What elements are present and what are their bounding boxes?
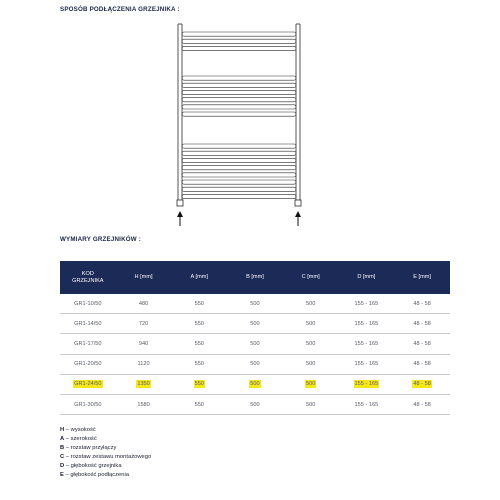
cell-value: 48 - 58 bbox=[413, 381, 431, 388]
dimensions-section-title: WYMIARY GRZEJNIKÓW : bbox=[60, 236, 141, 243]
connection-section-title: SPOSÓB PODŁĄCZENIA GRZEJNIKA : bbox=[60, 6, 180, 13]
column-header: D [mm] bbox=[339, 261, 395, 294]
table-cell bbox=[283, 374, 339, 394]
table-cell bbox=[171, 374, 227, 394]
column-header: E [mm] bbox=[394, 261, 450, 294]
legend bbox=[60, 426, 151, 480]
table-cell bbox=[116, 334, 172, 354]
table-cell bbox=[339, 374, 395, 394]
cell-value: 480 bbox=[138, 300, 149, 307]
table-cell bbox=[227, 314, 283, 334]
cell-value: 550 bbox=[194, 320, 204, 327]
cell-value: 500 bbox=[250, 300, 260, 307]
cell-value: GR1-24/50 bbox=[74, 381, 102, 388]
table-cell bbox=[339, 394, 395, 414]
legend-key: H bbox=[60, 427, 65, 433]
legend-item bbox=[60, 462, 151, 471]
legend-text: – szerokość bbox=[64, 436, 97, 442]
cell-value: 48 - 58 bbox=[413, 401, 431, 408]
cell-value: 155 - 165 bbox=[354, 361, 379, 368]
table-cell bbox=[116, 294, 172, 314]
legend-text: – wysokość bbox=[64, 427, 96, 433]
table-cell bbox=[116, 354, 172, 374]
column-header: B [mm] bbox=[227, 261, 283, 294]
table-cell bbox=[60, 394, 116, 414]
cell-value: 720 bbox=[138, 320, 149, 327]
column-header: KOD GRZEJNIKA bbox=[60, 261, 116, 294]
table-row bbox=[60, 394, 450, 414]
table-cell bbox=[339, 354, 395, 374]
cell-value: 500 bbox=[305, 320, 316, 327]
table-cell bbox=[283, 294, 339, 314]
cell-value: 48 - 58 bbox=[413, 320, 431, 327]
legend-text: – głębokość grzejnika bbox=[64, 463, 122, 469]
table-cell bbox=[227, 354, 283, 374]
cell-value: 940 bbox=[138, 340, 149, 347]
radiator-tube bbox=[182, 180, 296, 184]
table-cell bbox=[227, 394, 283, 414]
arrow-up-icon bbox=[295, 211, 301, 226]
cell-value: 155 - 165 bbox=[354, 401, 379, 408]
cell-value: 500 bbox=[250, 381, 260, 388]
table-header-row bbox=[60, 261, 450, 294]
table-cell bbox=[339, 294, 395, 314]
radiator-connection-diagram bbox=[170, 14, 310, 234]
radiator-tube bbox=[182, 39, 296, 43]
table-cell bbox=[60, 314, 116, 334]
cell-value: GR1-14/50 bbox=[74, 320, 102, 327]
cell-value: 550 bbox=[194, 361, 204, 368]
table-cell bbox=[171, 334, 227, 354]
table-cell bbox=[394, 294, 450, 314]
cell-value: 500 bbox=[305, 300, 316, 307]
table-cell bbox=[283, 394, 339, 414]
cell-value: 550 bbox=[194, 340, 204, 347]
legend-key: A bbox=[60, 436, 65, 442]
cell-value: 155 - 165 bbox=[354, 300, 379, 307]
table-cell bbox=[339, 314, 395, 334]
legend-item bbox=[60, 426, 151, 435]
cell-value: 1120 bbox=[137, 361, 150, 368]
cell-value: 1580 bbox=[137, 401, 150, 408]
table-cell bbox=[171, 354, 227, 374]
radiator-tube bbox=[182, 105, 296, 109]
legend-item bbox=[60, 471, 151, 480]
cell-value: 500 bbox=[305, 401, 316, 408]
radiator-tube bbox=[182, 83, 296, 87]
cell-value: GR1-20/50 bbox=[74, 361, 102, 368]
radiator-tube bbox=[182, 158, 296, 162]
cell-value: 500 bbox=[305, 361, 316, 368]
cell-value: 155 - 165 bbox=[354, 320, 379, 327]
cell-value: 550 bbox=[194, 381, 204, 388]
cell-value: 550 bbox=[194, 401, 204, 408]
radiator-tube bbox=[182, 90, 296, 94]
table-cell bbox=[171, 314, 227, 334]
legend-item bbox=[60, 435, 151, 444]
table-cell bbox=[394, 394, 450, 414]
cell-value: 155 - 165 bbox=[354, 340, 379, 347]
legend-item bbox=[60, 444, 151, 453]
cell-value: 500 bbox=[250, 320, 260, 327]
radiator-tube bbox=[182, 144, 296, 148]
radiator-tube bbox=[182, 112, 296, 116]
column-header: A [mm] bbox=[171, 261, 227, 294]
legend-text: – rozstaw zestawu montażowego bbox=[64, 454, 152, 460]
table-cell bbox=[171, 394, 227, 414]
table-cell bbox=[227, 374, 283, 394]
table-cell bbox=[394, 314, 450, 334]
radiator-tube bbox=[182, 98, 296, 102]
table-row bbox=[60, 374, 450, 394]
table-cell bbox=[283, 354, 339, 374]
dimensions-table bbox=[60, 261, 450, 415]
table-cell bbox=[60, 334, 116, 354]
radiator-tube bbox=[182, 187, 296, 191]
cell-value: GR1-30/50 bbox=[74, 401, 102, 408]
cell-value: 48 - 58 bbox=[413, 361, 431, 368]
cell-value: 500 bbox=[250, 401, 260, 408]
column-header: C [mm] bbox=[283, 261, 339, 294]
table-cell bbox=[116, 314, 172, 334]
table-cell bbox=[116, 374, 172, 394]
table-row bbox=[60, 334, 450, 354]
legend-text: – rozstaw przyłączy bbox=[64, 445, 117, 451]
radiator-tube bbox=[182, 76, 296, 80]
legend-key: D bbox=[60, 463, 65, 469]
radiator-tube bbox=[182, 151, 296, 155]
cell-value: 550 bbox=[194, 300, 204, 307]
radiator-tube bbox=[182, 166, 296, 170]
legend-key: B bbox=[60, 445, 65, 451]
table-row bbox=[60, 314, 450, 334]
table-cell bbox=[171, 294, 227, 314]
legend-key: C bbox=[60, 454, 65, 460]
radiator-tube bbox=[182, 46, 296, 50]
table-cell bbox=[394, 334, 450, 354]
cell-value: 48 - 58 bbox=[413, 300, 431, 307]
cell-value: 48 - 58 bbox=[413, 340, 431, 347]
table-cell bbox=[60, 294, 116, 314]
column-header: H [mm] bbox=[116, 261, 172, 294]
cell-value: 155 - 165 bbox=[354, 381, 379, 388]
table-cell bbox=[394, 354, 450, 374]
cell-value: 500 bbox=[305, 340, 316, 347]
table-row bbox=[60, 354, 450, 374]
table-row bbox=[60, 294, 450, 314]
cell-value: 500 bbox=[305, 381, 316, 388]
cell-value: 500 bbox=[250, 361, 260, 368]
table-cell bbox=[283, 314, 339, 334]
radiator-tube bbox=[182, 32, 296, 36]
cell-value: 1350 bbox=[137, 381, 150, 388]
table-cell bbox=[60, 354, 116, 374]
table-cell bbox=[283, 334, 339, 354]
table-cell bbox=[116, 394, 172, 414]
table-cell bbox=[227, 294, 283, 314]
cell-value: GR1-17/50 bbox=[74, 340, 102, 347]
cell-value: GR1-10/50 bbox=[74, 300, 102, 307]
legend-key: E bbox=[60, 472, 64, 478]
cell-value: 500 bbox=[250, 340, 260, 347]
table-cell bbox=[339, 334, 395, 354]
table-cell bbox=[394, 374, 450, 394]
legend-item bbox=[60, 453, 151, 462]
arrow-up-icon bbox=[177, 211, 183, 226]
radiator-tube bbox=[182, 194, 296, 198]
table-cell bbox=[227, 334, 283, 354]
legend-text: – głębokość podłączenia bbox=[63, 472, 129, 478]
table-cell bbox=[60, 374, 116, 394]
radiator-tube bbox=[182, 173, 296, 177]
